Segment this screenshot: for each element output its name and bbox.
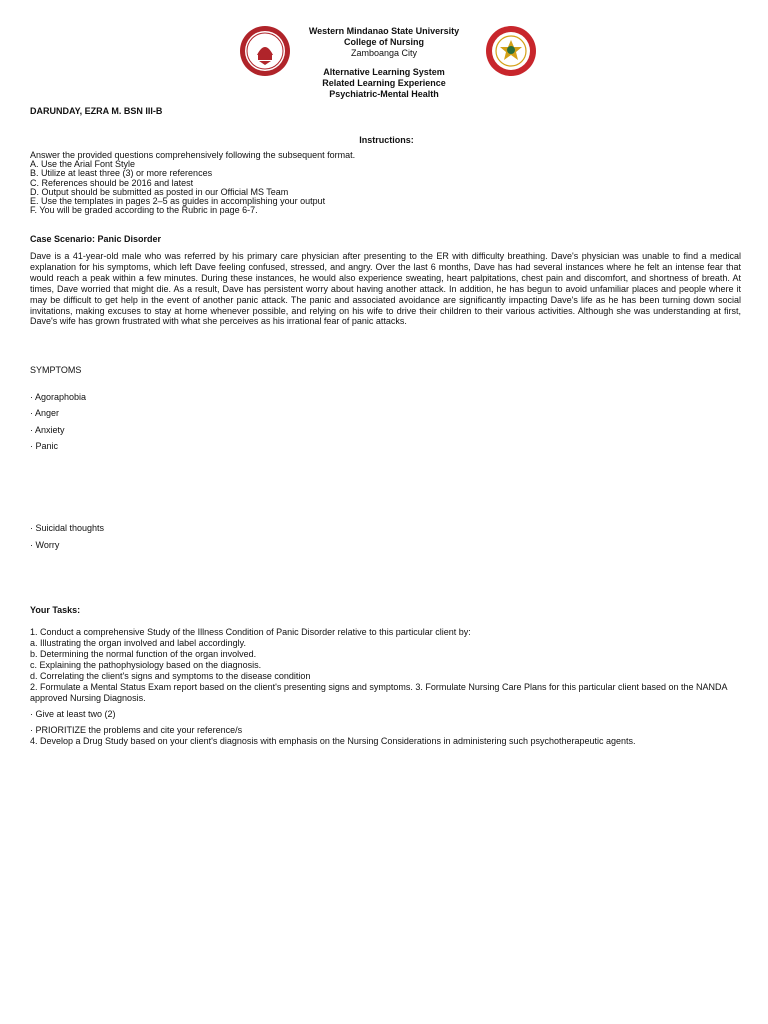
instruction-line: Answer the provided questions comprehensively following the subsequent format. (30, 150, 356, 160)
college-name: College of Nursing (343, 37, 424, 47)
document-header (0, 26, 768, 100)
symptom-item: · Agoraphobia (30, 392, 87, 402)
task-line: c. Explaining the pathophysiology based on the diagnosis. (30, 660, 262, 670)
task-line: d. Correlating the client's signs and symptoms to the disease condition (30, 671, 311, 681)
task-line: 4. Develop a Drug Study based on your client's diagnosis with emphasis on the Nursing Considerations in administering such psychotherapeutic agents. (30, 736, 636, 746)
task-line: · Give at least two (2) (30, 709, 116, 719)
symptoms-title: SYMPTOMS (30, 365, 82, 375)
task-line: 2. Formulate a Mental Status Exam report based on the client's presenting signs and symptoms. 3. Formulate Nursing Care Plans for this particular client based on the NANDA approved Nursing Diagnosis. (30, 682, 728, 703)
instruction-line: A. Use the Arial Font Style (30, 159, 136, 170)
instruction-line: B. Utilize at least three (3) or more references (30, 168, 213, 179)
instruction-line: F. You will be graded according to the Rubric in page 6-7. (30, 205, 258, 216)
city-name: Zamboanga City (350, 48, 418, 58)
instruction-line: D. Output should be submitted as posted in our Official MS Team (30, 186, 289, 197)
task-line: 1. Conduct a comprehensive Study of the Illness Condition of Panic Disorder relative to this particular client by: (30, 627, 471, 637)
instruction-line: C. References should be 2016 and latest (30, 177, 194, 188)
tasks-title: Your Tasks: (30, 605, 81, 615)
symptom-item: · Anxiety (30, 425, 65, 435)
symptom-item: · Worry (30, 540, 60, 550)
student-name: DARUNDAY, EZRA M. BSN III-B (30, 106, 163, 116)
instructions-list (30, 151, 355, 215)
case-scenario-title: Case Scenario: Panic Disorder (30, 234, 162, 244)
task-line: b. Determining the normal function of the organ involved. (30, 649, 257, 659)
case-scenario-text: Dave is a 41-year-old male who was referred by his primary care physician after presenting to the ER with difficulty breathing. Dave's physician was unable to find a medical explanation for his symptoms, which left Dave feeling confused, stressed, and angry. Over the last 6 months, Dave has had several instances where he felt an intense fear that would reach a peak within a few minutes. During these instances, he would also experience sweating, heart palpitations, chest pain and discomfort, and shortness of breath. At times, Dave worried that might die. As a result, Dave has persistent worry about having another attack. In addition, he has begun to avoid unfamiliar places and people where it may be difficult to get help in the event of another panic attack. The panic and associated avoidance are significantly impacting Dave's life as he has been turning down social invitations, making excuses to stay at home whenever possible, and relying on his wife to drive their children to their various activities. Although she was understanding at first, Dave's wife has grown frustrated with what she perceives as his irrational fear of panic attacks. (30, 251, 741, 327)
university-name: Western Mindanao State University (308, 26, 460, 36)
course-name: Related Learning Experience (322, 78, 446, 88)
subject-name: Psychiatric-Mental Health (329, 89, 439, 99)
symptom-item: · Suicidal thoughts (30, 523, 105, 533)
program-name: Alternative Learning System (323, 67, 445, 77)
tasks-list (30, 627, 742, 747)
task-line: · PRIORITIZE the problems and cite your reference/s (30, 725, 243, 735)
instructions-title: Instructions: (359, 135, 414, 145)
symptom-item: · Anger (30, 408, 60, 418)
symptom-item: · Panic (30, 441, 59, 451)
instruction-line: E. Use the templates in pages 2–5 as guides in accomplishing your output (30, 196, 326, 207)
task-line: a. Illustrating the organ involved and label accordingly. (30, 638, 246, 648)
